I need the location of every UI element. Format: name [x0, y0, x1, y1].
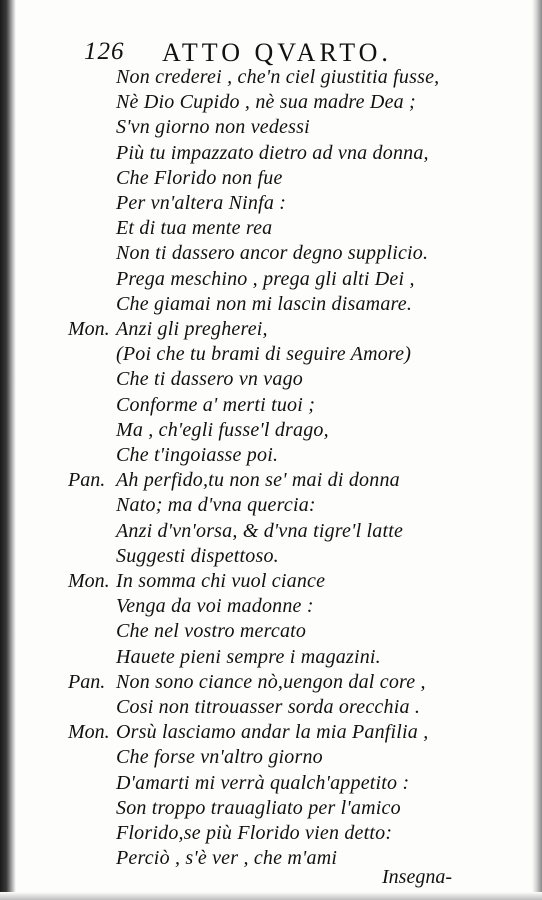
- binding-shadow: [0, 0, 16, 900]
- page-bottom-shadow: [0, 892, 542, 900]
- verse-line: Che t'ingoiasse poi.: [116, 444, 279, 466]
- verse-line: Ma , ch'egli fusse'l drago,: [116, 418, 329, 441]
- speaker-label: Mon.: [68, 721, 110, 744]
- verse-line: Che ti dassero vn vago: [116, 368, 303, 391]
- verse-line: Suggesti dispettoso.: [116, 544, 279, 567]
- verse-line: Non ti dassero ancor degno supplicio.: [116, 242, 429, 265]
- speaker-label: Mon.: [68, 318, 110, 340]
- verse-line: Conforme a' merti tuoi ;: [116, 393, 316, 416]
- verse-line: Anzi gli pregherei,: [116, 318, 268, 340]
- verse-line: Che giamai non mi lascin disamare.: [116, 292, 413, 315]
- verse-line: In somma chi vuol ciance: [116, 570, 326, 592]
- catchword: Insegna-: [382, 866, 452, 888]
- verse-line: Venga da voi madonne :: [116, 595, 314, 618]
- verse-line: Orsù lasciamo andar la mia Panfilia ,: [116, 721, 429, 744]
- verse-line: Non sono ciance nò,uengon dal core ,: [116, 670, 426, 693]
- verse-line: S'vn giorno non vedessi: [116, 116, 310, 139]
- verse-line: Che nel vostro mercato: [116, 620, 307, 643]
- verse-line: Che forse vn'altro giorno: [116, 746, 323, 769]
- verse-line: (Poi che tu brami di seguire Amore): [116, 343, 412, 366]
- verse-line: Son troppo trauagliato per l'amico: [116, 796, 401, 819]
- verse-line: Hauete pieni sempre i magazini.: [116, 645, 381, 668]
- verse-line: Non crederei , che'n ciel giustitia fusse,: [116, 66, 440, 88]
- verse-line: Per vn'altera Ninfa :: [116, 192, 287, 214]
- speaker-label: Pan.: [68, 670, 106, 693]
- speaker-label: Mon.: [68, 570, 110, 592]
- page-number: 126: [84, 38, 125, 65]
- verse-line: Perciò , s'è ver , che m'ami: [116, 847, 338, 870]
- speaker-label: Pan.: [68, 469, 106, 492]
- verse-line: Anzi d'vn'orsa, & d'vna tigre'l latte: [116, 519, 404, 542]
- verse-line: Nato; ma d'vna quercia:: [116, 494, 316, 517]
- verse-line: Nè Dio Cupido , nè sua madre Dea ;: [116, 91, 416, 114]
- verse-line: Più tu impazzato dietro ad vna donna,: [116, 141, 429, 164]
- verse-line: Florido,se più Florido vien detto:: [116, 822, 393, 844]
- page-edge-shadow: [532, 0, 542, 900]
- running-title: ATTO QVARTO.: [162, 38, 392, 67]
- verse-line: Cosi non titrouasser sorda orecchia .: [116, 696, 421, 718]
- verse-line: Prega meschino , prega gli alti Dei ,: [116, 267, 415, 290]
- verse-line: Ah perfido,tu non se' mai di donna: [116, 469, 400, 492]
- verse-line: Et di tua mente rea: [116, 217, 273, 240]
- verse-line: D'amarti mi verrà qualch'appetito :: [116, 771, 410, 794]
- verse-line: Che Florido non fue: [116, 166, 283, 189]
